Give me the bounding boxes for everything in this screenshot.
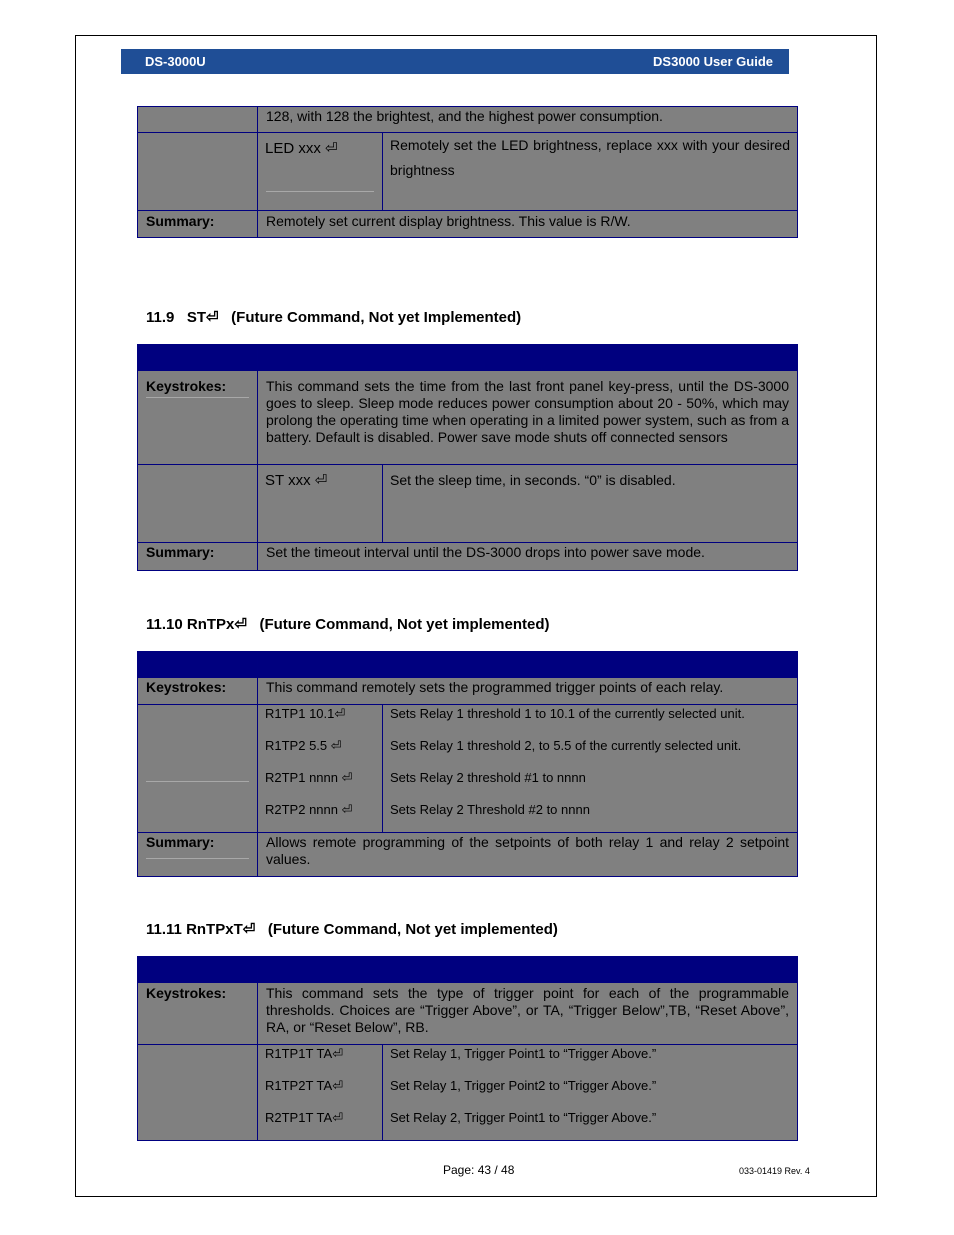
- st-command-table: [137, 344, 798, 571]
- continuation-text: 128, with 128 the brightest, and the highest power consumption.: [266, 108, 663, 124]
- table-row: [138, 133, 797, 211]
- command-description: Sets Relay 1 threshold 1 to 10.1 of the currently selected unit.: [390, 706, 745, 721]
- table-row: [138, 1045, 797, 1140]
- led-command-table: [137, 106, 798, 238]
- summary-text: Remotely set current display brightness. This value is R/W.: [266, 213, 631, 229]
- table-header-row: [138, 652, 797, 678]
- keystrokes-text: This command remotely sets the programmed trigger points of each relay.: [266, 679, 724, 695]
- command-description: Set the sleep time, in seconds. “0” is disabled.: [390, 472, 676, 488]
- keystrokes-row: [138, 371, 797, 465]
- command-text: R2TP1 nnnn ⏎: [265, 770, 353, 785]
- command-text: R1TP1 10.1⏎: [265, 706, 346, 721]
- rntpx-command-table: [137, 651, 798, 877]
- table-header-row: [138, 957, 797, 983]
- command-text: R2TP1T TA⏎: [265, 1110, 344, 1125]
- command-description: Remotely set the LED brightness, replace xxx with your desired brightness: [390, 137, 790, 178]
- summary-text: Set the timeout interval until the DS-3000 drops into power save mode.: [266, 544, 705, 560]
- summary-row: [138, 543, 797, 570]
- summary-label: Summary:: [138, 211, 258, 237]
- command-text: ST xxx ⏎: [258, 465, 383, 542]
- command-text: R1TP2 5.5 ⏎: [265, 738, 342, 753]
- summary-row: [138, 833, 797, 876]
- command-text: R2TP2 nnnn ⏎: [265, 802, 353, 817]
- table-header-row: [138, 345, 797, 371]
- page-number: Page: 43 / 48: [443, 1163, 515, 1177]
- section-heading-11-10: 11.10 RnTPx⏎ (Future Command, Not yet implemented): [146, 616, 550, 633]
- keystrokes-label: Keystrokes:: [146, 378, 227, 394]
- command-text: LED xxx ⏎: [265, 140, 338, 157]
- summary-row: [138, 211, 797, 237]
- keystrokes-row: [138, 678, 797, 705]
- command-description: Sets Relay 1 threshold 2, to 5.5 of the currently selected unit.: [390, 738, 742, 753]
- summary-text: Allows remote programming of the setpoints of both relay 1 and relay 2 setpoint values.: [266, 834, 789, 867]
- command-description: Sets Relay 2 threshold #1 to nnnn: [390, 770, 586, 785]
- header-left: DS-3000U: [145, 54, 206, 69]
- keystrokes-row: [138, 983, 797, 1045]
- command-description: Sets Relay 2 Threshold #2 to nnnn: [390, 802, 590, 817]
- section-heading-11-11: 11.11 RnTPxT⏎ (Future Command, Not yet implemented): [146, 921, 558, 938]
- keystrokes-label: Keystrokes:: [138, 983, 258, 1044]
- command-text: R1TP2T TA⏎: [265, 1078, 344, 1093]
- command-description: Set Relay 2, Trigger Point1 to “Trigger Above.”: [390, 1110, 657, 1125]
- rntpxt-command-table: [137, 956, 798, 1141]
- table-row: [138, 107, 797, 133]
- command-text: R1TP1T TA⏎: [265, 1046, 344, 1061]
- command-description: Set Relay 1, Trigger Point2 to “Trigger Above.”: [390, 1078, 657, 1093]
- header-right: DS3000 User Guide: [653, 54, 773, 69]
- summary-label: Summary:: [138, 543, 258, 570]
- table-row: [138, 465, 797, 543]
- divider: [266, 191, 374, 192]
- keystrokes-text: This command sets the type of trigger point for each of the programmable thresholds. Choices are “Trigger Above”, or TA, “Trigger Below”,TB, “Reset Above”, RA, or “Reset Below”, RB.: [266, 985, 789, 1035]
- table-row: [138, 705, 797, 833]
- summary-label: Summary:: [146, 834, 215, 850]
- command-description: Set Relay 1, Trigger Point1 to “Trigger Above.”: [390, 1046, 657, 1061]
- page-header: [121, 49, 789, 74]
- keystrokes-label: Keystrokes:: [138, 678, 258, 704]
- section-heading-11-9: 11.9 ST⏎ (Future Command, Not yet Implemented): [146, 309, 522, 326]
- document-revision: 033-01419 Rev. 4: [739, 1166, 810, 1176]
- keystrokes-text: This command sets the time from the last front panel key-press, until the DS-3000 goes to sleep. Sleep mode reduces power consumption about 20 - 50%, which may prolong the operating time when operating in a limited power system, such as from a battery. Default is disabled. Power save mode shuts off connected sensors: [266, 378, 789, 445]
